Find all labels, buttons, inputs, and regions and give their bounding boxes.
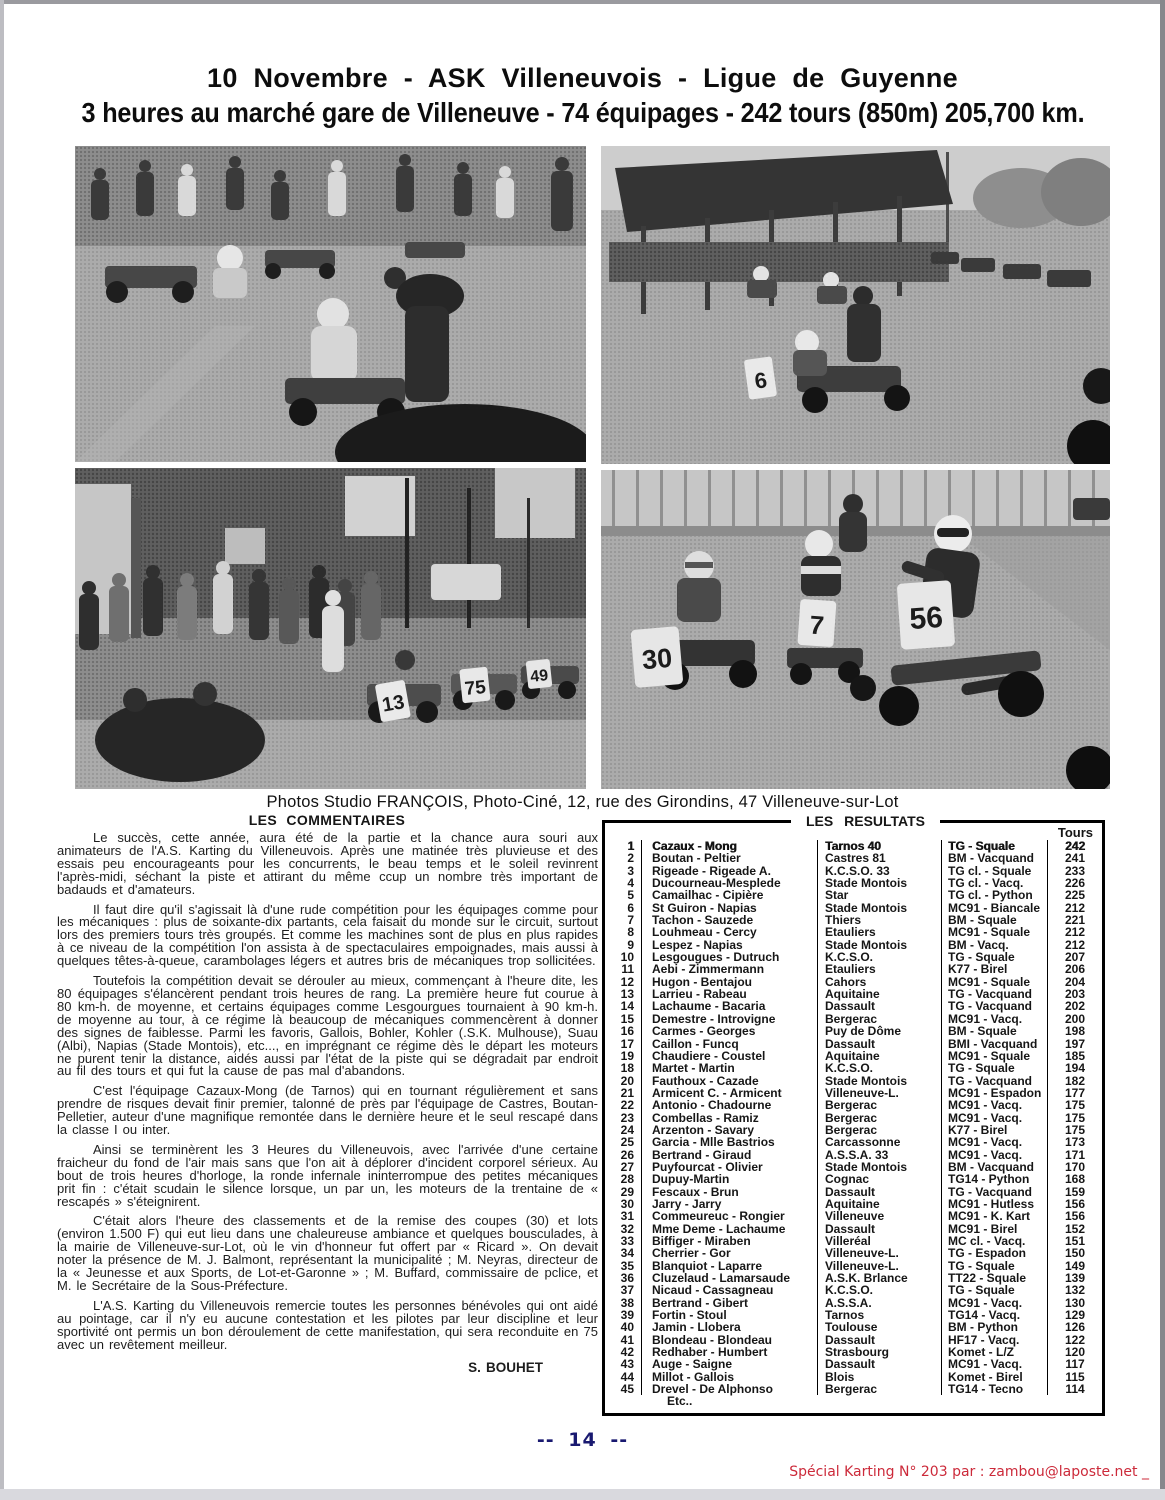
result-row: 24 Arzenton - Savary Bergerac K77 - Birel 175 — [605, 1124, 1102, 1136]
page-edge-bottom — [0, 1489, 1165, 1500]
result-row: 30 Jarry - Jarry Aquitaine MC91 - Hutless 156 — [605, 1198, 1102, 1210]
result-row: 19 Chaudiere - Coustel Aquitaine MC91 - Squale 185 — [605, 1050, 1102, 1062]
paragraph: Toutefois la compétition devait se dérouler au mieux, commençant à l'heure dite, les 80 équipages s'élancèrent pendant trois heures de rang. La première heure fut courue à 80 km-h. de moyenne, et certains équipages comme Lesgourgues tournaient à 90 km-h. de moyenne au tour, à ce régime là beaucoup de mécaniques commencèrent à donner des signes de faiblesse. Parmi les favoris, Gallois, Bohler, Kohler (.S.K. Mulhouse), Suau (Albi), Napias (Stade Montois), etc..., en imprégnant ce régime dès le départ les moteurs ne purent tenir la distance, aidés aussi par l'état de la piste qui se dégradait par endroit au fil des tours et qui fut la cause de pas mal d'abandons. — [57, 973, 598, 1079]
result-row: 38 Bertrand - Gibert A.S.S.A. MC91 - Vacq. 130 — [605, 1297, 1102, 1309]
page-edge-right — [1160, 0, 1165, 1500]
result-row: 32 Mme Deme - Lachaume Dassault MC91 - Birel 152 — [605, 1223, 1102, 1235]
result-row: 37 Nicaud - Cassagneau K.C.S.O. TG - Squale 132 — [605, 1284, 1102, 1296]
paragraph: Il faut dire qu'il s'agissait là d'une rude compétition pour les équipages comme pour les mécaniques : plus de soixante-dix partants, cela faisait du monde sur le circuit, surtout lors des premiers tours très groupés. Et comme les machines sont de plus en plus rapides à ce niveau de la compétition l'on assista à de spectaculaires empoignades, mais aussi à quelques têtes-à-queue, carambolages légers et autres bris de mécaniques trop sollicitées. — [57, 901, 598, 969]
result-row: 36 Cluzelaud - Lamarsaude A.S.K. Brlance TT22 - Squale 139 — [605, 1272, 1102, 1284]
result-row: 4 Ducourneau-Mesplede Stade Montois TG cl. - Vacq. 226 — [605, 877, 1102, 889]
result-row: 14 Lachaume - Bacaria Dassault TG - Vacquand 202 — [605, 1000, 1102, 1012]
results-rows — [605, 840, 1102, 1395]
svg-text:75: 75 — [463, 676, 487, 701]
result-row: 9 Lespez - Napias Stade Montois BM - Vacq. 212 — [605, 939, 1102, 951]
result-row: 2 Boutan - Peltier Castres 81 BM - Vacquand 241 — [605, 852, 1102, 864]
commentaires-paragraphs — [57, 832, 598, 1398]
result-row: 18 Martet - Martin K.C.S.O. TG - Squale 194 — [605, 1062, 1102, 1074]
tours-column-header: Tours — [1057, 825, 1093, 840]
result-row: 15 Demestre - Introvigne Bergerac MC91 - Vacq. 200 — [605, 1013, 1102, 1025]
result-row: 8 Louhmeau - Cercy Etauliers MC91 - Squale 212 — [605, 926, 1102, 938]
kart-number-plate — [897, 580, 955, 650]
result-row: 33 Biffiger - Miraben Villeréal MC cl. - Vacq. 151 — [605, 1235, 1102, 1247]
result-row: 40 Jamin - Llobera Toulouse BM - Python 126 — [605, 1321, 1102, 1333]
kart-number-plate — [526, 659, 553, 689]
kart-number-plate — [459, 667, 490, 704]
svg-text:13: 13 — [380, 691, 407, 717]
result-row: 13 Larrieu - Rabeau Aquitaine TG - Vacquand 203 — [605, 988, 1102, 1000]
result-row: 20 Fauthoux - Cazade Stade Montois TG - Vacquand 182 — [605, 1075, 1102, 1087]
signature: S. BOUHET — [468, 1359, 543, 1375]
result-row: 45 Drevel - De Alphonso Bergerac TG14 - Tecno 114 — [605, 1383, 1102, 1395]
paragraph: L'A.S. Karting du Villeneuvois remercie toutes les personnes bénévoles qui ont aidé au pointage, car il n'y eu aucune contestation et les pilotes par leur discipline et leur sportivité ont permis un bon déroulement de cette manifestation, qui sera reconduite en 75 avec un revêtement meilleur. — [57, 1297, 598, 1352]
result-row: 41 Blondeau - Blondeau Dassault HF17 - Vacq. 122 — [605, 1334, 1102, 1346]
paragraph: Le succès, cette année, aura été de la partie et la chance aura souri aux animateurs de l'A.S. Karting du Villeneuvois. Après une matinée très pluvieuse et des essais peu encourageants pour les concurrents, le beau temps et le soleil revinrent l'après-midi, séchant la piste et attirant du même ccup un nombre très important de badauds et d'amateurs. — [57, 832, 598, 897]
paragraph: C'est l'équipage Cazaux-Mong (de Tarnos) qui en tournant régulièrement et sans prendre de risques devait finir premier, talonné de près par l'équipage de Castres, Boutan-Pelletier, auteur d'une magnifique remontée dans le dernière heure et le seul rescapé dans la classe I ou inter. — [57, 1083, 598, 1138]
svg-text:6: 6 — [752, 367, 769, 394]
result-row: 27 Puyfourcat - Olivier Stade Montois BM - Vacquand 170 — [605, 1161, 1102, 1173]
result-row: 29 Fescaux - Brun Dassault TG - Vacquand 159 — [605, 1186, 1102, 1198]
result-row: 10 Lesgougues - Dutruch K.C.S.O. TG - Squale 207 — [605, 951, 1102, 963]
svg-text:7: 7 — [808, 609, 826, 641]
photo-waiting-grid — [75, 468, 586, 789]
page-number: -- 14 -- — [536, 1429, 629, 1451]
result-row: 7 Tachon - Sauzede Thiers BM - Squale 221 — [605, 914, 1102, 926]
paragraph: Ainsi se terminèrent les 3 Heures du Villeneuvois, avec l'arrivée d'une certaine fraicheur du fond de l'air mais sans que l'on ait à déplorer d'incident corporel sérieux. Au bout de trois heures d'horloge, la ronde infernale ininterrompue des petites mécaniques prit fin : c'était scudain le silence lorsque, un par un, les moteurs de la trentaine de « rescapés » s'éteignirent. — [57, 1141, 598, 1209]
result-row: 42 Redhaber - Humbert Strasbourg Komet - L/Z 120 — [605, 1346, 1102, 1358]
svg-text:56: 56 — [908, 600, 944, 637]
result-row: 6 St Guiron - Napias Stade Montois MC91 - Biancale 212 — [605, 902, 1102, 914]
page-edge-left — [0, 0, 4, 1500]
result-row: 21 Armicent C. - Armicent Villeneuve-L. MC91 - Espadon 177 — [605, 1087, 1102, 1099]
result-row: 25 Garcia - Mlle Bastrios Carcassonne MC91 - Vacq. 173 — [605, 1136, 1102, 1148]
commentaires-heading: LES COMMENTAIRES — [248, 812, 406, 828]
result-row: 28 Dupuy-Martin Cognac TG14 - Python 168 — [605, 1173, 1102, 1185]
result-row: 34 Cherrier - Gor Villeneuve-L. TG - Espadon 150 — [605, 1247, 1102, 1259]
result-row: 1 Cazaux - Mong Tarnos 40 TG - Squale 242 — [605, 840, 1102, 852]
etc-row: Etc.. — [667, 1394, 693, 1409]
svg-text:30: 30 — [640, 642, 674, 676]
result-row: 39 Fortin - Stoul Tarnos TG14 - Vacq. 129 — [605, 1309, 1102, 1321]
result-row: 35 Blanquiot - Laparre Villeneuve-L. TG - Squale 149 — [605, 1260, 1102, 1272]
result-row: 26 Bertrand - Giraud A.S.S.A. 33 MC91 - Vacq. 171 — [605, 1149, 1102, 1161]
result-row: 44 Millot - Gallois Blois Komet - Birel 115 — [605, 1371, 1102, 1383]
kart-number-plate — [744, 356, 777, 400]
page-title-line1: 10 Novembre - ASK Villeneuvois - Ligue de Guyenne — [207, 63, 958, 93]
photo-race-action — [601, 470, 1110, 789]
kart-number-plate — [630, 626, 683, 688]
photo-grid-start — [75, 146, 586, 462]
results-heading: LES RESULTATS — [791, 813, 940, 829]
photos-caption: Photos Studio FRANÇOIS, Photo-Ciné, 12, rue des Girondins, 47 Villeneuve-sur-Lot — [266, 793, 899, 811]
result-row: 17 Caillon - Funcq Dassault BMI - Vacquand 197 — [605, 1038, 1102, 1050]
result-row: 12 Hugon - Bentajou Cahors MC91 - Squale 204 — [605, 976, 1102, 988]
paragraph: C'était alors l'heure des classements et de la remise des coupes (30) et lots (environ 1.500 F) qui eut lieu dans une chaleureuse ambiance et quelques bousculades, à la mairie de Villeneuve-sur-Lot, où le vin d'honneur fut offert par « Ricard ». On devait noter la présence de M. J. Balmont, représentant la municipalité ; M. Neyras, directeur de la « Jeunesse et aux Sports, de Lot-et-Garonne » ; M. Buffard, commissaire de pclice, et M. le Secrétaire de la Sous-Préfecture. — [57, 1213, 598, 1293]
result-row: 5 Camailhac - Cipière Star TG cl. - Python 225 — [605, 889, 1102, 901]
result-row: 23 Combellas - Ramiz Bergerac MC91 - Vacq. 175 — [605, 1112, 1102, 1124]
page-title-line2: 3 heures au marché gare de Villeneuve - 74 équipages - 242 tours (850m) 205,700 km. — [81, 97, 1084, 128]
photo-pit-straight — [601, 146, 1110, 464]
svg-text:49: 49 — [529, 667, 549, 686]
result-row: 31 Commeureuc - Rongier Villeneuve MC91 - K. Kart 156 — [605, 1210, 1102, 1222]
result-row: 16 Carmes - Georges Puy de Dôme BM - Squale 198 — [605, 1025, 1102, 1037]
result-row: 43 Auge - Saigne Dassault MC91 - Vacq. 117 — [605, 1358, 1102, 1370]
result-row: 3 Rigeade - Rigeade A. K.C.S.O. 33 TG cl. - Squale 233 — [605, 865, 1102, 877]
footer-credit: Spécial Karting N° 203 par : zambou@laposte.net _ — [789, 1464, 1149, 1480]
result-row: 22 Antonio - Chadourne Bergerac MC91 - Vacq. 175 — [605, 1099, 1102, 1111]
kart-number-plate — [797, 599, 836, 647]
results-table — [602, 813, 1105, 1416]
result-row: 11 Aebi - Zimmermann Etauliers K77 - Birel 206 — [605, 963, 1102, 975]
page-edge-top — [0, 0, 1165, 4]
